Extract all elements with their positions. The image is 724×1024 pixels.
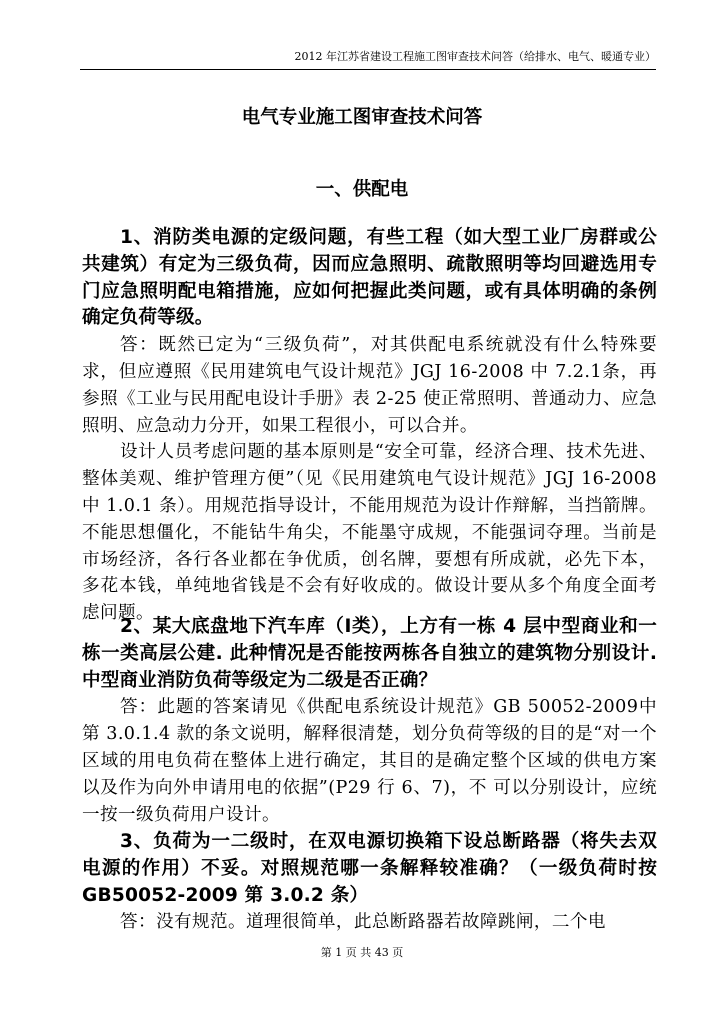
answer-2-paragraph-1: 答：此题的答案请见《供配电系统设计规范》GB 50052-2009中第 3.0.1.4 款的条文说明，解释很清楚，划分负荷等级的目的是“对一个区域的用电负荷在整体上进行确定，其目的是确定整个区域的供电方案以及作为向外申请用电的依据”(P29 行 6、7)，不 可以分别设计，应统一按一级负荷用户设计。 — [82, 697, 657, 825]
answer-1-paragraph-1: 答：既然已定为“三级负荷”，对其供配电系统就没有什么特殊要求，但应遵照《民用建筑电气设计规范》JGJ 16-2008 中 7.2.1条，再参照《工业与民用配电设计手册》表 2-25 使正常照明、普通动力、应急照明、应急动力分开，如果工程很小，可以合并。 — [82, 335, 657, 436]
qa-item-2 — [82, 614, 657, 828]
page-footer: 第 1 页 共 43 页 — [320, 946, 404, 959]
answer-3-paragraph-1: 答：没有规范。道理很简单，此总断路器若故障跳闸，二个电 — [120, 912, 606, 933]
qa-item-3 — [82, 829, 657, 936]
answer-1-paragraph-2: 设计人员考虑问题的基本原则是“安全可靠，经济合理、技术先进、整体美观、维护管理方便”（见《民用建筑电气设计规范》JGJ 16-2008 中 1.0.1 条）。用规范指导设计，不能用规范为设计作辩解，当挡箭牌。不能思想僵化，不能钻牛角尖，不能墨守成规，不能强词夺理。当前是市场经济，各行各业都在争优质，创名牌，要想有所成就，必先下本，多花本钱，单纯地省钱是不会有好收成的。做设计要从多个角度全面考虑问题。 — [82, 442, 657, 624]
question-1: 1、消防类电源的定级问题，有些工程（如大型工业厂房群或公共建筑）有定为三级负荷，因而应急照明、疏散照明等均回避选用专门应急照明配电箱措施，应如何把握此类问题，或有具体明确的条例确定负荷等级。 — [82, 227, 657, 329]
page-header: 2012 年江苏省建设工程施工图审查技术问答（给排水、电气、暖通专业） — [80, 47, 656, 70]
section-title: 一、供配电 — [315, 179, 409, 200]
document-title: 电气专业施工图审查技术问答 — [241, 107, 483, 128]
qa-item-1 — [82, 225, 657, 627]
question-3: 3、负荷为一二级时，在双电源切换箱下设总断路器（将失去双电源的作用）不妥。对照规范哪一条解释较准确？（一级负荷时按GB50052-2009 第 3.0.2 条） — [82, 831, 657, 906]
question-2: 2、某大底盘地下汽车库（Ⅰ类），上方有一栋 4 层中型商业和一栋一类高层公建. 此种情况是否能按两栋各自独立的建筑物分别设计. 中型商业消防负荷等级定为二级是否正确？ — [82, 616, 657, 691]
